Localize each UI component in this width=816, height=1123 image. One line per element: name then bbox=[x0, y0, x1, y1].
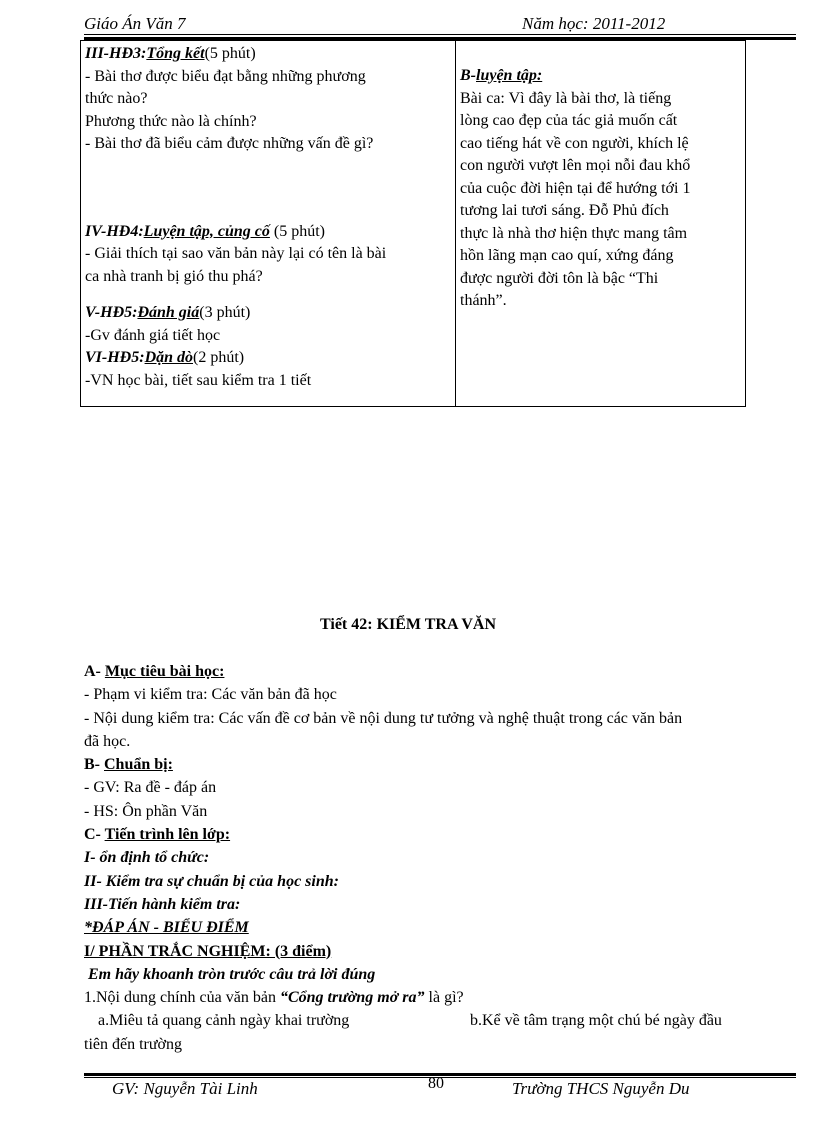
hd3-heading: III-HĐ3:Tổng kết(5 phút) bbox=[85, 45, 256, 62]
hd4-line: - Giải thích tại sao văn bản này lại có tên là bài bbox=[85, 245, 387, 262]
hd3-line: Phương thức nào là chính? bbox=[85, 112, 257, 130]
instruction: Em hãy khoanh tròn trước câu trả lời đúng bbox=[84, 965, 376, 983]
page-number: 80 bbox=[428, 1075, 444, 1092]
body-line: - GV: Ra đề - đáp án bbox=[84, 779, 217, 797]
answer-heading: *ĐÁP ÁN - BIỂU ĐIỂM bbox=[84, 919, 249, 937]
header-rule-thin bbox=[84, 34, 796, 35]
procedure-item: III-Tiến hành kiểm tra: bbox=[84, 895, 241, 913]
practice-line: lòng cao đẹp của tác giả muốn cất bbox=[460, 112, 678, 129]
hd5-line: -Gv đánh giá tiết học bbox=[85, 326, 221, 344]
question-1: 1.Nội dung chính của văn bản “Cổng trường mở ra” là gì? bbox=[84, 989, 464, 1007]
body-line: - Phạm vi kiểm tra: Các văn bản đã học bbox=[84, 686, 337, 704]
hd3-line: thức nào? bbox=[85, 90, 148, 107]
lesson-table bbox=[80, 40, 746, 407]
header-right: Năm học: 2011-2012 bbox=[522, 14, 666, 33]
practice-line: Bài ca: Vì đây là bài thơ, là tiếng bbox=[460, 89, 672, 107]
practice-line: cao tiếng hát về con người, khích lệ bbox=[460, 134, 689, 152]
procedure-item: II- Kiểm tra sự chuẩn bị của học sinh: bbox=[84, 872, 339, 890]
practice-line: tương lai tươi sáng. Đỗ Phủ đích bbox=[460, 202, 669, 219]
hd3-line: - Bài thơ được biểu đạt bằng những phương bbox=[85, 67, 366, 85]
body-line: đã học. bbox=[84, 732, 131, 750]
header-left: Giáo Án Văn 7 bbox=[84, 14, 186, 33]
hd5-heading: V-HĐ5:Đánh giá(3 phút) bbox=[85, 304, 251, 321]
practice-line: hồn lãng mạn cao quí, xứng đáng bbox=[460, 247, 674, 264]
practice-heading: B-luyện tập: bbox=[460, 67, 543, 84]
practice-line: con người vượt lên mọi nỗi đau khổ bbox=[460, 157, 691, 174]
option-b-continued: tiên đến trường bbox=[84, 1035, 182, 1053]
body-line: - Nội dung kiểm tra: Các vấn đề cơ bản về nội dung tư tưởng và nghệ thuật trong các văn bản bbox=[84, 709, 683, 727]
part1-heading: I/ PHẦN TRẮC NGHIỆM: (3 điểm) bbox=[84, 942, 332, 960]
footer-teacher: GV: Nguyễn Tài Linh bbox=[112, 1079, 258, 1098]
hd6-heading: VI-HĐ5:Dặn dò(2 phút) bbox=[85, 349, 245, 366]
table-left-column bbox=[81, 41, 456, 407]
hd6-line: -VN học bài, tiết sau kiểm tra 1 tiết bbox=[85, 371, 312, 389]
section-a-heading: A- Mục tiêu bài học: bbox=[84, 663, 225, 680]
option-b: b.Kể về tâm trạng một chú bé ngày đầu bbox=[470, 1012, 722, 1030]
practice-line: thực là nhà thơ hiện thực mang tâm bbox=[460, 224, 688, 242]
practice-line: được người đời tôn là bậc “Thi bbox=[460, 269, 659, 287]
table-right-column bbox=[456, 41, 746, 407]
procedure-item: I- ổn định tổ chức: bbox=[84, 849, 210, 867]
section-c-heading: C- Tiến trình lên lớp: bbox=[84, 826, 231, 844]
lesson-body bbox=[84, 660, 790, 1056]
section-b-heading: B- Chuẩn bị: bbox=[84, 756, 173, 774]
question-1-options bbox=[84, 1009, 790, 1032]
practice-line: của cuộc đời hiện tại để hướng tới 1 bbox=[460, 179, 691, 197]
hd4-heading: IV-HĐ4:Luyện tập, củng cố (5 phút) bbox=[85, 222, 325, 240]
footer-school: Trường THCS Nguyễn Du bbox=[512, 1079, 690, 1098]
hd3-line: - Bài thơ đã biểu cảm được những vấn đề gì? bbox=[85, 135, 374, 152]
hd4-line: ca nhà tranh bị gió thu phá? bbox=[85, 267, 263, 285]
section-title: Tiết 42: KIỂM TRA VĂN bbox=[319, 616, 496, 633]
body-line: - HS: Ôn phần Văn bbox=[84, 802, 208, 820]
practice-line: thánh”. bbox=[460, 292, 507, 309]
option-a: a.Miêu tả quang cảnh ngày khai trường bbox=[98, 1012, 350, 1030]
